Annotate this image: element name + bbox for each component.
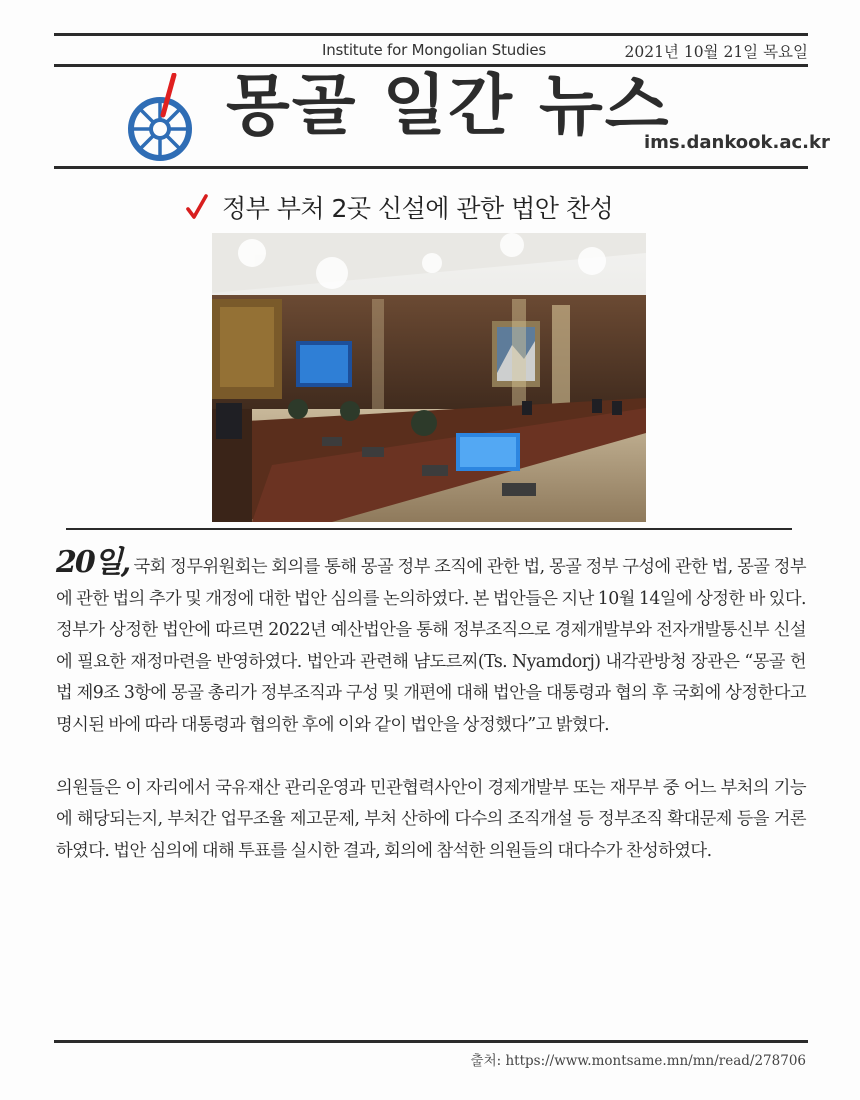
- article-paragraph-1: [56, 547, 806, 742]
- red-checkmark-icon: [186, 194, 208, 220]
- article-paragraph-2: 의원들은 이 자리에서 국유재산 관리운영과 민관협력사안이 경제개발부 또는 재무부 중 어느 부처의 기능에 해당되는지, 부처간 업무조율 제고문제, 부처 산하에 다수의 조직개설 등 정부조직 확대문제 등을 거론하였다. 법안 심의에 대해 투표를 실시한 결과, 회의에 참석한 의원들의 대다수가 찬성하였다.: [56, 777, 806, 861]
- ims-wheel-logo-icon: [124, 73, 198, 165]
- parliament-meeting-photo: [212, 233, 646, 522]
- footer-rule: [54, 1040, 808, 1043]
- article-headline: 정부 부처 2곳 신설에 관한 법안 찬성: [222, 194, 614, 223]
- lead-date: 20일,: [56, 545, 130, 580]
- article-divider: [66, 528, 792, 530]
- top-rule: [54, 33, 808, 36]
- title-rule: [54, 166, 808, 169]
- institute-name: Institute for Mongolian Studies: [322, 41, 547, 59]
- issue-date: 2021년 10월 21일 목요일: [624, 43, 808, 61]
- source-link[interactable]: 출처: https://www.montsame.mn/mn/read/278706: [470, 1053, 806, 1069]
- headline-row: [186, 189, 613, 225]
- site-url: ims.dankook.ac.kr: [644, 132, 830, 153]
- newsletter-title: 몽골 일간 뉴스: [226, 67, 671, 144]
- paragraph-1-text: 국회 정무위원회는 회의를 통해 몽골 정부 조직에 관한 법, 몽골 정부 구성에 관한 법, 몽골 정부에 관한 법의 추가 및 개정에 대한 법안 심의를 논의하였다. 본 법안들은 지난 10월 14일에 상정한 바 있다. 정부가 상정한 법안에 따르면 2022년 예산법안을 통해 정부조직으로 경제개발부와 전자개발통신부 신설에 필요한 재정마련을 반영하였다. 법안과 관련해 냠도르찌(Ts. Nyamdorj) 내각관방청 장관은 “몽골 헌법 제9조 3항에 몽골 총리가 정부조직과 구성 및 개편에 대해 법안을 대통령과 협의 후 국회에 상정한다고 명시된 바에 따라 대통령과 협의한 후에 이와 같이 법안을 상정했다”고 밝혔다.: [56, 557, 806, 735]
- article-body: [56, 547, 806, 867]
